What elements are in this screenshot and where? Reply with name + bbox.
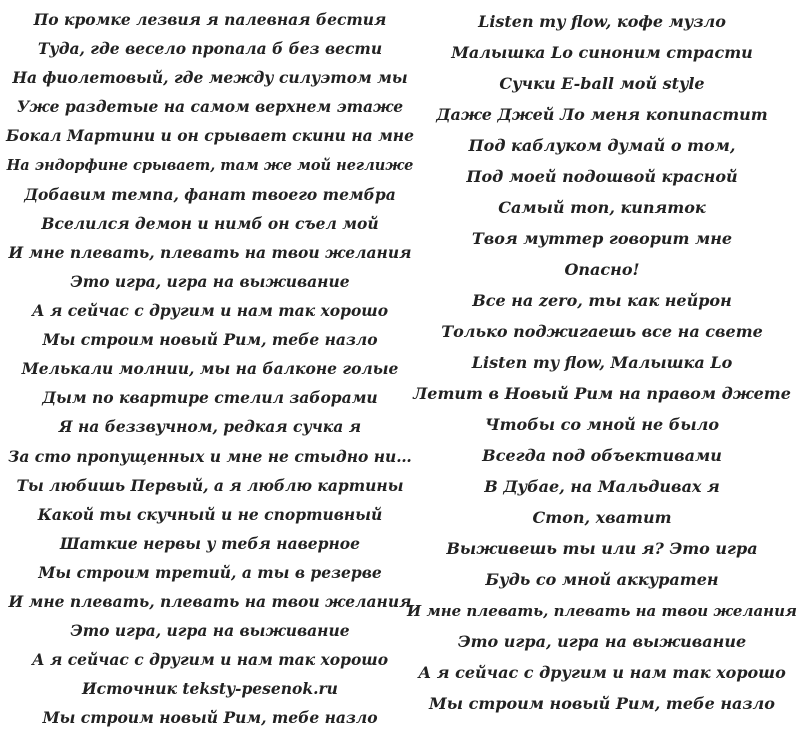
lyric-line: На фиолетовый, где между силуэтом мы <box>12 68 408 88</box>
lyric-line: Туда, где весело пропала б без вести <box>37 39 383 59</box>
lyric-line: Твоя муттер говорит мне <box>471 229 733 248</box>
lyric-line: Я на беззвучном, редкая сучка я <box>58 417 362 437</box>
lyric-line: Вселился демон и нимб он съел мой <box>41 213 379 233</box>
lyric-line: Чтобы со мной не было <box>485 415 719 434</box>
lyric-line: Мелькали молнии, мы на балконе голые <box>21 359 399 379</box>
lyric-line: А я сейчас с другим и нам так хорошо <box>418 663 786 682</box>
lyric-line: Мы строим новый Рим, тебе назло <box>429 694 775 713</box>
lyric-line: На эндорфине срывает, там же мой неглиже <box>6 156 414 174</box>
lyric-line: И мне плевать, плевать на твои желания <box>8 592 412 611</box>
lyric-line: Уже раздетые на самом верхнем этаже <box>16 97 404 117</box>
lyric-line: Listen my flow, Малышка Lo <box>471 353 733 372</box>
lyric-line: Дым по квартире стелил заборами <box>42 388 378 408</box>
lyric-line: Сучки E-ball мой style <box>499 74 705 93</box>
lyric-line: Ты любишь Первый, а я люблю картины <box>16 475 404 495</box>
lyric-line: Летит в Новый Рим на правом джете <box>413 384 791 403</box>
lyric-line: Шаткие нервы у тебя наверное <box>59 533 361 553</box>
lyric-line: Будь со мной аккуратен <box>485 570 719 589</box>
lyric-line: Самый топ, кипяток <box>498 198 706 217</box>
lyric-line: Мы строим новый Рим, тебе назло <box>42 330 378 350</box>
lyric-line: Выживешь ты или я? Это игра <box>446 539 758 558</box>
lyric-line: Это игра, игра на выживание <box>70 621 350 641</box>
lyric-line: Источник teksty-pesenok.ru <box>82 679 338 699</box>
lyric-line: Какой ты скучный и не спортивный <box>37 504 383 524</box>
lyric-line: А я сейчас с другим и нам так хорошо <box>31 650 389 670</box>
lyric-line: За сто пропущенных и мне не стыдно ни… <box>8 446 412 466</box>
lyric-line: И мне плевать, плевать на твои желания <box>8 242 412 262</box>
lyric-line: Все на zero, ты как нейрон <box>472 291 732 310</box>
lyric-line: Только поджигаешь все на свете <box>441 322 763 341</box>
lyric-line: Бокал Мартини и он срывает скини на мне <box>6 126 414 146</box>
lyric-line: Стоп, хватит <box>532 508 672 527</box>
lyric-line: Под моей подошвой красной <box>466 167 738 186</box>
lyric-line: А я сейчас с другим и нам так хорошо <box>31 301 389 320</box>
lyric-line: В Дубае, на Мальдивах я <box>484 477 720 496</box>
lyric-line: Малышка Lo синоним страсти <box>451 43 753 62</box>
lyric-line: Под каблуком думай о том, <box>468 136 736 155</box>
lyric-line: Добавим темпа, фанат твоего тембра <box>24 184 396 204</box>
lyric-line: Даже Джей Ло меня копипастит <box>436 105 768 124</box>
lyric-line: Это игра, игра на выживание <box>70 271 350 291</box>
lyric-line: Listen my flow, кофе музло <box>478 12 726 31</box>
lyric-line: Всегда под объективами <box>482 446 722 465</box>
lyric-line: Мы строим третий, а ты в резерве <box>38 562 382 582</box>
lyric-line: И мне плевать, плевать на твои желания <box>407 602 797 620</box>
lyric-line: Это игра, игра на выживание <box>457 632 747 651</box>
lyric-line: Мы строим новый Рим, тебе назло <box>42 708 378 728</box>
lyric-line: Опасно! <box>564 260 640 279</box>
lyric-line: По кромке лезвия я палевная бестия <box>33 10 387 29</box>
